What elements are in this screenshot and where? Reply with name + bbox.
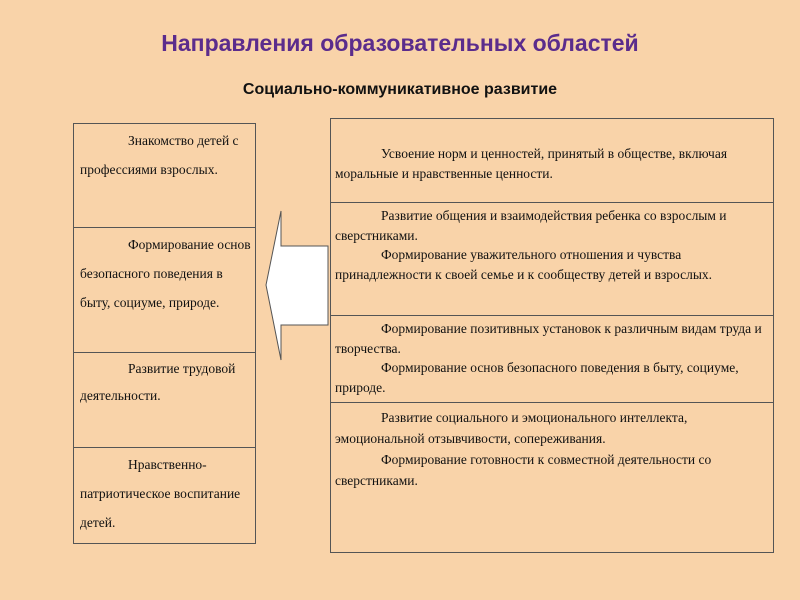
right-paragraph: Формирование основ безопасного поведения в быту, социуме, природе. bbox=[335, 360, 739, 395]
left-cell-patriotic: Нравственно-патриотическое воспитание детей. bbox=[80, 457, 241, 530]
left-directions-table bbox=[73, 123, 256, 544]
page-subtitle: Социально-коммуникативное развитие bbox=[242, 81, 558, 98]
right-cell-communication bbox=[331, 203, 773, 316]
right-cell-labor bbox=[331, 316, 773, 403]
right-cell-emotional bbox=[331, 403, 773, 552]
right-paragraph: Формирование позитивных установок к различным видам труда и творчества. bbox=[335, 321, 762, 356]
right-tasks-table bbox=[330, 118, 774, 553]
left-cell-labor: Развитие трудовой деятельности. bbox=[74, 353, 255, 448]
left-cell-safety: Формирование основ безопасного поведения в быту, социуме, природе. bbox=[74, 228, 255, 353]
right-paragraph: Формирование готовности к совместной деятельности со сверстниками. bbox=[335, 452, 712, 488]
page-title: Направления образовательных областей bbox=[161, 30, 639, 56]
right-paragraph: Развитие социального и эмоционального интеллекта, эмоциональной отзывчивости, сопереживания. bbox=[335, 410, 688, 446]
right-paragraph: Усвоение норм и ценностей, принятый в обществе, включая моральные и нравственные ценности. bbox=[335, 146, 728, 181]
left-cell-professions: Знакомство детей с профессиями взрослых. bbox=[74, 124, 255, 228]
arrow-left-icon bbox=[264, 208, 330, 363]
right-paragraph: Развитие общения и взаимодействия ребенка со взрослым и сверстниками. bbox=[335, 208, 727, 243]
right-cell-norms bbox=[331, 119, 773, 203]
right-paragraph: Формирование уважительного отношения и чувства принадлежности к своей семье и к сообществу детей и взрослых. bbox=[335, 247, 713, 282]
